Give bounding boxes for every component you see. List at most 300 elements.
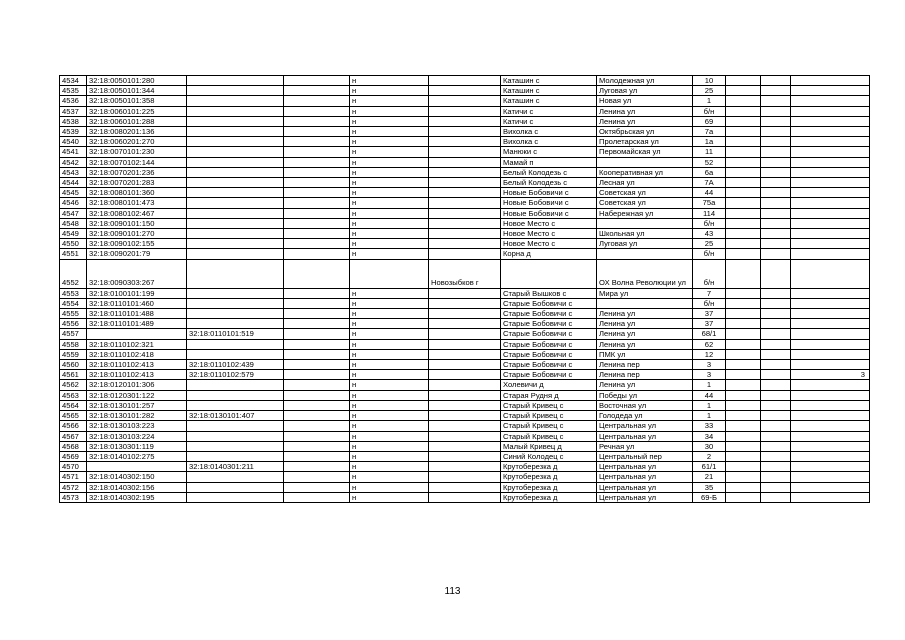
cadastral-number-cell: 32:18:0070101:230	[87, 147, 187, 157]
locality-cell	[501, 259, 597, 288]
extra-col-3-cell	[761, 319, 791, 329]
house-number-cell: 2	[693, 451, 726, 461]
type-marker-cell: н	[350, 218, 429, 228]
table-row	[60, 370, 870, 380]
house-number-cell: 37	[693, 309, 726, 319]
house-number-cell: 1а	[693, 137, 726, 147]
row-number-cell: 4549	[60, 229, 87, 239]
house-number-cell: 44	[693, 188, 726, 198]
extra-col-4-cell	[791, 482, 870, 492]
row-number-cell: 4551	[60, 249, 87, 259]
city-cell	[429, 106, 501, 116]
city-cell	[429, 380, 501, 390]
extra-col-1-cell	[284, 147, 350, 157]
locality-cell: Крутоберезка д	[501, 472, 597, 482]
extra-col-2-cell	[726, 86, 761, 96]
extra-col-4-cell	[791, 127, 870, 137]
house-number-cell: б/н	[693, 249, 726, 259]
type-marker-cell: н	[350, 167, 429, 177]
type-marker-cell: н	[350, 462, 429, 472]
extra-col-1-cell	[284, 116, 350, 126]
extra-col-2-cell	[726, 421, 761, 431]
extra-col-2-cell	[726, 188, 761, 198]
type-marker-cell: н	[350, 339, 429, 349]
street-cell: Центральная ул	[597, 462, 693, 472]
cadastral-number-cell: 32:18:0140302:195	[87, 492, 187, 502]
table-row	[60, 76, 870, 86]
extra-col-2-cell	[726, 431, 761, 441]
type-marker-cell: н	[350, 208, 429, 218]
city-cell	[429, 298, 501, 308]
cadastral-number-cell: 32:18:0090201:79	[87, 249, 187, 259]
extra-col-3-cell	[761, 462, 791, 472]
extra-col-1-cell	[284, 360, 350, 370]
city-cell	[429, 137, 501, 147]
table-row	[60, 298, 870, 308]
registry-table	[59, 75, 870, 503]
locality-cell: Синий Колодец с	[501, 451, 597, 461]
extra-col-3-cell	[761, 167, 791, 177]
cadastral-number-alt-cell	[187, 218, 284, 228]
row-number-cell: 4571	[60, 472, 87, 482]
type-marker-cell: н	[350, 76, 429, 86]
row-number-cell: 4570	[60, 462, 87, 472]
locality-cell: Старые Бобовичи с	[501, 360, 597, 370]
extra-col-3-cell	[761, 431, 791, 441]
locality-cell: Корна д	[501, 249, 597, 259]
extra-col-1-cell	[284, 259, 350, 288]
row-number-cell: 4545	[60, 188, 87, 198]
table-row	[60, 198, 870, 208]
street-cell: Школьная ул	[597, 229, 693, 239]
cadastral-number-cell: 32:18:0110101:460	[87, 298, 187, 308]
extra-col-4-cell	[791, 309, 870, 319]
type-marker-cell: н	[350, 188, 429, 198]
extra-col-1-cell	[284, 329, 350, 339]
extra-col-2-cell	[726, 96, 761, 106]
cadastral-number-alt-cell	[187, 492, 284, 502]
extra-col-4-cell	[791, 86, 870, 96]
cadastral-number-alt-cell	[187, 167, 284, 177]
row-number-cell: 4550	[60, 239, 87, 249]
city-cell	[429, 421, 501, 431]
type-marker-cell: н	[350, 390, 429, 400]
type-marker-cell: н	[350, 431, 429, 441]
house-number-cell: 7а	[693, 127, 726, 137]
extra-col-1-cell	[284, 76, 350, 86]
street-cell: Советская ул	[597, 198, 693, 208]
extra-col-2-cell	[726, 349, 761, 359]
street-cell: Новая ул	[597, 96, 693, 106]
row-number-cell: 4538	[60, 116, 87, 126]
street-cell: Первомайская ул	[597, 147, 693, 157]
city-cell	[429, 116, 501, 126]
row-number-cell: 4548	[60, 218, 87, 228]
cadastral-number-alt-cell	[187, 339, 284, 349]
extra-col-4-cell	[791, 400, 870, 410]
house-number-cell: 62	[693, 339, 726, 349]
registry-table-body	[60, 76, 870, 503]
table-row	[60, 167, 870, 177]
city-cell	[429, 319, 501, 329]
extra-col-2-cell	[726, 339, 761, 349]
locality-cell: Старый Кривец с	[501, 431, 597, 441]
city-cell	[429, 249, 501, 259]
cadastral-number-cell: 32:18:0060201:270	[87, 137, 187, 147]
extra-col-2-cell	[726, 259, 761, 288]
type-marker-cell: н	[350, 157, 429, 167]
type-marker-cell: н	[350, 329, 429, 339]
table-row	[60, 319, 870, 329]
city-cell	[429, 411, 501, 421]
extra-col-2-cell	[726, 198, 761, 208]
cadastral-number-alt-cell: 32:18:0140301:211	[187, 462, 284, 472]
extra-col-3-cell	[761, 349, 791, 359]
cadastral-number-alt-cell: 32:18:0110102:579	[187, 370, 284, 380]
extra-col-4-cell	[791, 147, 870, 157]
extra-col-3-cell	[761, 137, 791, 147]
extra-col-1-cell	[284, 421, 350, 431]
house-number-cell: 69	[693, 116, 726, 126]
table-row	[60, 390, 870, 400]
cadastral-number-alt-cell	[187, 239, 284, 249]
extra-col-4-cell	[791, 116, 870, 126]
extra-col-2-cell	[726, 147, 761, 157]
extra-col-1-cell	[284, 127, 350, 137]
city-cell	[429, 86, 501, 96]
extra-col-4-cell	[791, 229, 870, 239]
street-cell: Победы ул	[597, 390, 693, 400]
street-cell: Луговая ул	[597, 239, 693, 249]
extra-col-2-cell	[726, 208, 761, 218]
extra-col-2-cell	[726, 298, 761, 308]
type-marker-cell: н	[350, 106, 429, 116]
extra-col-3-cell	[761, 178, 791, 188]
type-marker-cell: н	[350, 127, 429, 137]
locality-cell: Старые Бобовичи с	[501, 339, 597, 349]
table-row	[60, 127, 870, 137]
extra-col-4-cell	[791, 441, 870, 451]
table-row	[60, 360, 870, 370]
extra-col-2-cell	[726, 451, 761, 461]
table-row	[60, 380, 870, 390]
extra-col-4-cell	[791, 472, 870, 482]
city-cell	[429, 309, 501, 319]
city-cell	[429, 96, 501, 106]
house-number-cell: 21	[693, 472, 726, 482]
row-number-cell: 4537	[60, 106, 87, 116]
table-row	[60, 249, 870, 259]
cadastral-number-cell: 32:18:0100101:199	[87, 288, 187, 298]
cadastral-number-alt-cell	[187, 298, 284, 308]
extra-col-4-cell	[791, 157, 870, 167]
cadastral-number-alt-cell	[187, 116, 284, 126]
extra-col-3-cell	[761, 259, 791, 288]
row-number-cell: 4534	[60, 76, 87, 86]
extra-col-1-cell	[284, 298, 350, 308]
cadastral-number-alt-cell	[187, 482, 284, 492]
extra-col-3-cell	[761, 198, 791, 208]
row-number-cell: 4561	[60, 370, 87, 380]
city-cell	[429, 178, 501, 188]
type-marker-cell: н	[350, 178, 429, 188]
extra-col-4-cell	[791, 492, 870, 502]
house-number-cell: 69-Б	[693, 492, 726, 502]
city-cell	[429, 167, 501, 177]
extra-col-4-cell	[791, 249, 870, 259]
extra-col-1-cell	[284, 86, 350, 96]
cadastral-number-alt-cell	[187, 249, 284, 259]
extra-col-4-cell	[791, 288, 870, 298]
cadastral-number-cell: 32:18:0060101:288	[87, 116, 187, 126]
extra-col-3-cell	[761, 218, 791, 228]
extra-col-1-cell	[284, 208, 350, 218]
house-number-cell: б/н	[693, 259, 726, 288]
type-marker-cell: н	[350, 96, 429, 106]
cadastral-number-alt-cell: 32:18:0110102:439	[187, 360, 284, 370]
type-marker-cell: н	[350, 349, 429, 359]
type-marker-cell: н	[350, 288, 429, 298]
cadastral-number-cell: 32:18:0090101:150	[87, 218, 187, 228]
locality-cell: Катичи с	[501, 116, 597, 126]
row-number-cell: 4552	[60, 259, 87, 288]
street-cell: Ленина пер	[597, 370, 693, 380]
cadastral-number-alt-cell	[187, 259, 284, 288]
extra-col-4-cell	[791, 421, 870, 431]
house-number-cell: б/н	[693, 106, 726, 116]
locality-cell: Новое Место с	[501, 218, 597, 228]
extra-col-4-cell	[791, 360, 870, 370]
street-cell	[597, 157, 693, 167]
type-marker-cell: н	[350, 492, 429, 502]
type-marker-cell: н	[350, 451, 429, 461]
table-row	[60, 259, 870, 288]
cadastral-number-cell: 32:18:0140102:275	[87, 451, 187, 461]
extra-col-2-cell	[726, 167, 761, 177]
table-row	[60, 400, 870, 410]
city-cell	[429, 462, 501, 472]
street-cell: Восточная ул	[597, 400, 693, 410]
extra-col-3-cell	[761, 380, 791, 390]
cadastral-number-cell: 32:18:0110102:413	[87, 360, 187, 370]
cadastral-number-cell: 32:18:0070201:283	[87, 178, 187, 188]
table-row	[60, 492, 870, 502]
house-number-cell: 34	[693, 431, 726, 441]
street-cell	[597, 218, 693, 228]
house-number-cell: 25	[693, 239, 726, 249]
row-number-cell: 4566	[60, 421, 87, 431]
extra-col-2-cell	[726, 472, 761, 482]
house-number-cell: 7А	[693, 178, 726, 188]
table-row	[60, 229, 870, 239]
cadastral-number-alt-cell	[187, 451, 284, 461]
extra-col-4-cell	[791, 319, 870, 329]
city-cell	[429, 288, 501, 298]
extra-col-2-cell	[726, 462, 761, 472]
house-number-cell: б/н	[693, 218, 726, 228]
street-cell: Октябрьская ул	[597, 127, 693, 137]
row-number-cell: 4540	[60, 137, 87, 147]
row-number-cell: 4547	[60, 208, 87, 218]
row-number-cell: 4567	[60, 431, 87, 441]
locality-cell: Старый Кривец с	[501, 411, 597, 421]
city-cell	[429, 229, 501, 239]
table-row	[60, 239, 870, 249]
city-cell	[429, 492, 501, 502]
street-cell: Кооперативная ул	[597, 167, 693, 177]
table-row	[60, 339, 870, 349]
house-number-cell: 25	[693, 86, 726, 96]
street-cell: Ленина пер	[597, 360, 693, 370]
cadastral-number-alt-cell	[187, 349, 284, 359]
extra-col-3-cell	[761, 482, 791, 492]
type-marker-cell: н	[350, 441, 429, 451]
extra-col-1-cell	[284, 239, 350, 249]
type-marker-cell: н	[350, 147, 429, 157]
cadastral-number-alt-cell	[187, 288, 284, 298]
table-row	[60, 349, 870, 359]
city-cell	[429, 370, 501, 380]
row-number-cell: 4565	[60, 411, 87, 421]
cadastral-number-cell: 32:18:0130101:257	[87, 400, 187, 410]
cadastral-number-cell: 32:18:0090102:155	[87, 239, 187, 249]
house-number-cell: 1	[693, 411, 726, 421]
extra-col-2-cell	[726, 411, 761, 421]
city-cell	[429, 441, 501, 451]
extra-col-3-cell	[761, 472, 791, 482]
street-cell: Центральная ул	[597, 472, 693, 482]
extra-col-1-cell	[284, 390, 350, 400]
row-number-cell: 4536	[60, 96, 87, 106]
extra-col-2-cell	[726, 157, 761, 167]
cadastral-number-cell: 32:18:0120101:306	[87, 380, 187, 390]
street-cell: Ленина ул	[597, 116, 693, 126]
table-row	[60, 288, 870, 298]
type-marker-cell: н	[350, 239, 429, 249]
type-marker-cell: н	[350, 482, 429, 492]
locality-cell: Крутоберезка д	[501, 482, 597, 492]
street-cell: Ленина ул	[597, 106, 693, 116]
city-cell	[429, 198, 501, 208]
cadastral-number-alt-cell	[187, 400, 284, 410]
extra-col-4-cell	[791, 462, 870, 472]
street-cell: ОХ Волна Революции ул	[597, 259, 693, 288]
extra-col-1-cell	[284, 106, 350, 116]
cadastral-number-alt-cell	[187, 198, 284, 208]
street-cell: Центральная ул	[597, 482, 693, 492]
extra-col-1-cell	[284, 472, 350, 482]
cadastral-number-cell: 32:18:0140302:150	[87, 472, 187, 482]
type-marker-cell: н	[350, 249, 429, 259]
table-row	[60, 86, 870, 96]
table-row	[60, 329, 870, 339]
extra-col-1-cell	[284, 462, 350, 472]
cadastral-number-alt-cell	[187, 147, 284, 157]
extra-col-4-cell	[791, 106, 870, 116]
extra-col-4-cell	[791, 167, 870, 177]
house-number-cell: 35	[693, 482, 726, 492]
locality-cell: Новые Бобовичи с	[501, 208, 597, 218]
house-number-cell: 68/1	[693, 329, 726, 339]
extra-col-3-cell	[761, 147, 791, 157]
row-number-cell: 4546	[60, 198, 87, 208]
row-number-cell: 4557	[60, 329, 87, 339]
table-row	[60, 472, 870, 482]
locality-cell: Белый Колодезь с	[501, 167, 597, 177]
locality-cell: Каташин с	[501, 96, 597, 106]
city-cell	[429, 451, 501, 461]
extra-col-4-cell	[791, 411, 870, 421]
city-cell	[429, 390, 501, 400]
street-cell: Ленина ул	[597, 380, 693, 390]
type-marker-cell: н	[350, 198, 429, 208]
street-cell: Советская ул	[597, 188, 693, 198]
house-number-cell: 11	[693, 147, 726, 157]
extra-col-4-cell	[791, 76, 870, 86]
street-cell	[597, 298, 693, 308]
cadastral-number-cell: 32:18:0110102:413	[87, 370, 187, 380]
table-row	[60, 96, 870, 106]
cadastral-number-cell	[87, 329, 187, 339]
extra-col-2-cell	[726, 370, 761, 380]
row-number-cell: 4572	[60, 482, 87, 492]
cadastral-number-cell: 32:18:0130103:224	[87, 431, 187, 441]
extra-col-2-cell	[726, 178, 761, 188]
row-number-cell: 4555	[60, 309, 87, 319]
type-marker-cell: н	[350, 370, 429, 380]
row-number-cell: 4556	[60, 319, 87, 329]
cadastral-number-alt-cell	[187, 188, 284, 198]
extra-col-1-cell	[284, 198, 350, 208]
street-cell: Центральная ул	[597, 492, 693, 502]
house-number-cell: 37	[693, 319, 726, 329]
city-cell	[429, 431, 501, 441]
table-row	[60, 462, 870, 472]
cadastral-number-alt-cell	[187, 472, 284, 482]
type-marker-cell	[350, 259, 429, 288]
cadastral-number-alt-cell	[187, 309, 284, 319]
table-row	[60, 178, 870, 188]
city-cell	[429, 482, 501, 492]
extra-col-1-cell	[284, 309, 350, 319]
house-number-cell: 30	[693, 441, 726, 451]
cadastral-number-cell: 32:18:0120301:122	[87, 390, 187, 400]
type-marker-cell: н	[350, 411, 429, 421]
cadastral-number-cell: 32:18:0050101:280	[87, 76, 187, 86]
extra-col-1-cell	[284, 249, 350, 259]
street-cell	[597, 249, 693, 259]
extra-col-3-cell	[761, 208, 791, 218]
locality-cell: Новые Бобовичи с	[501, 188, 597, 198]
extra-col-1-cell	[284, 492, 350, 502]
locality-cell: Мамай п	[501, 157, 597, 167]
extra-col-1-cell	[284, 188, 350, 198]
house-number-cell: 12	[693, 349, 726, 359]
extra-col-2-cell	[726, 492, 761, 502]
cadastral-number-cell: 32:18:0070201:236	[87, 167, 187, 177]
cadastral-number-cell: 32:18:0050101:358	[87, 96, 187, 106]
extra-col-1-cell	[284, 157, 350, 167]
cadastral-number-alt-cell	[187, 229, 284, 239]
extra-col-3-cell	[761, 329, 791, 339]
extra-col-3-cell	[761, 188, 791, 198]
extra-col-2-cell	[726, 309, 761, 319]
street-cell: Речная ул	[597, 441, 693, 451]
cadastral-number-alt-cell	[187, 76, 284, 86]
extra-col-4-cell	[791, 218, 870, 228]
extra-col-1-cell	[284, 441, 350, 451]
cadastral-number-cell	[87, 462, 187, 472]
